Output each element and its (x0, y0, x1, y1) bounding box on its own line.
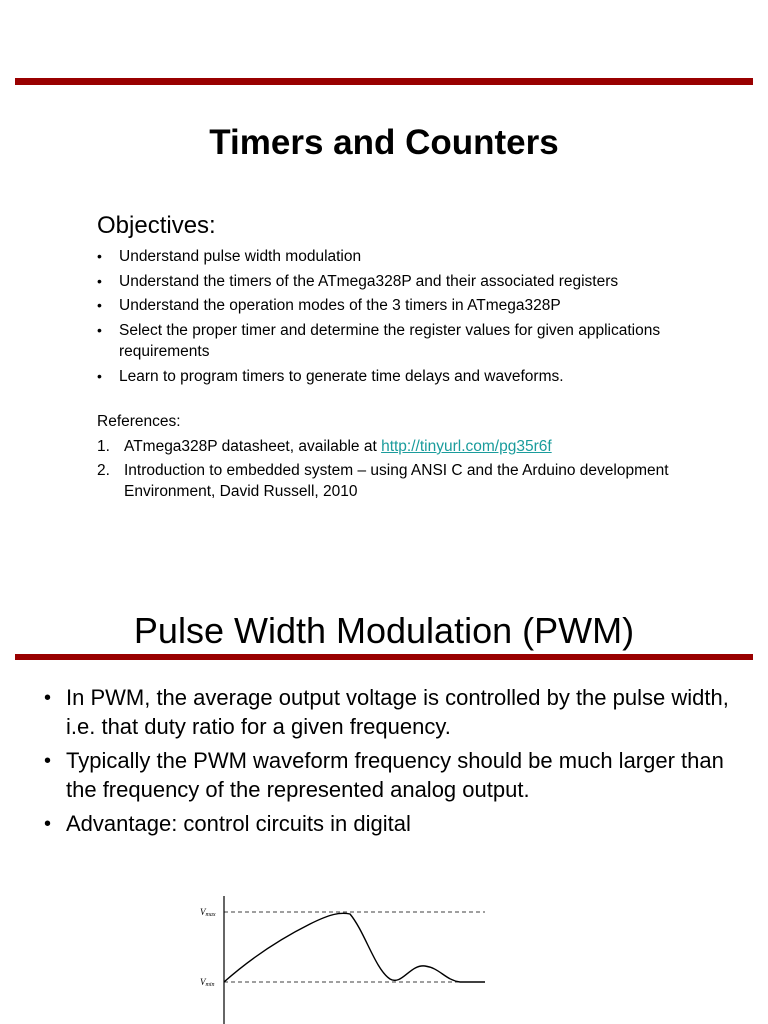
list-item (97, 295, 717, 317)
pwm-slide-title: Pulse Width Modulation (PWM) (133, 610, 635, 651)
list-item (44, 747, 744, 804)
objective-text: Understand the operation modes of the 3 timers in ATmega328P (119, 297, 561, 314)
reference-text: ATmega328P datasheet, available at (124, 438, 382, 455)
list-item (44, 684, 744, 741)
list-item (97, 271, 717, 293)
objectives-heading: Objectives: (97, 212, 216, 239)
slide-title: Timers and Counters (209, 123, 559, 162)
pwm-bullet-text: Typically the PWM waveform frequency should be much larger than the frequency of the represented analog output. (66, 748, 724, 802)
bullet-icon: • (44, 813, 52, 835)
objective-text: Learn to program timers to generate time delays and waveforms. (119, 367, 564, 385)
datasheet-link[interactable]: http://tinyurl.com/pg35r6f (381, 438, 552, 455)
references-list (97, 436, 717, 505)
waveform-diagram (140, 884, 512, 1024)
waveform-figure (140, 884, 512, 1024)
references-heading: References: (97, 413, 181, 430)
bullet-icon: • (44, 687, 52, 709)
reference-number: 1. (97, 438, 110, 455)
top-rule (15, 78, 753, 85)
bullet-icon: • (97, 248, 102, 264)
reference-text: Introduction to embedded system – using ANSI C and the Arduino development Environment, David Russell, 2010 (124, 461, 669, 500)
pwm-bullet-text: In PWM, the average output voltage is controlled by the pulse width, i.e. that duty ratio for a given frequency. (66, 685, 729, 739)
objective-text: Select the proper timer and determine the register values for given applications requirements (119, 321, 661, 360)
pwm-bullet-text: Advantage: control circuits in digital (66, 811, 411, 836)
bullet-icon: • (97, 272, 102, 289)
vmin-label: Vmin (200, 977, 215, 988)
objectives-list (97, 246, 717, 390)
list-item (44, 810, 744, 839)
bullet-icon: • (44, 750, 52, 772)
vmax-label: Vmax (200, 907, 216, 918)
objective-text: Understand the timers of the ATmega328P and their associated registers (119, 272, 619, 290)
pwm-bullet-list (44, 684, 744, 845)
bullet-icon: • (97, 297, 102, 313)
list-item (97, 320, 717, 363)
reference-number: 2. (97, 461, 110, 479)
bullet-icon: • (97, 367, 102, 384)
list-item (97, 460, 717, 503)
mid-rule (15, 654, 753, 660)
list-item (97, 366, 717, 388)
analog-waveform (224, 913, 485, 982)
list-item (97, 246, 717, 268)
bullet-icon: • (97, 321, 102, 338)
objective-text: Understand pulse width modulation (119, 248, 362, 265)
list-item (97, 436, 717, 458)
